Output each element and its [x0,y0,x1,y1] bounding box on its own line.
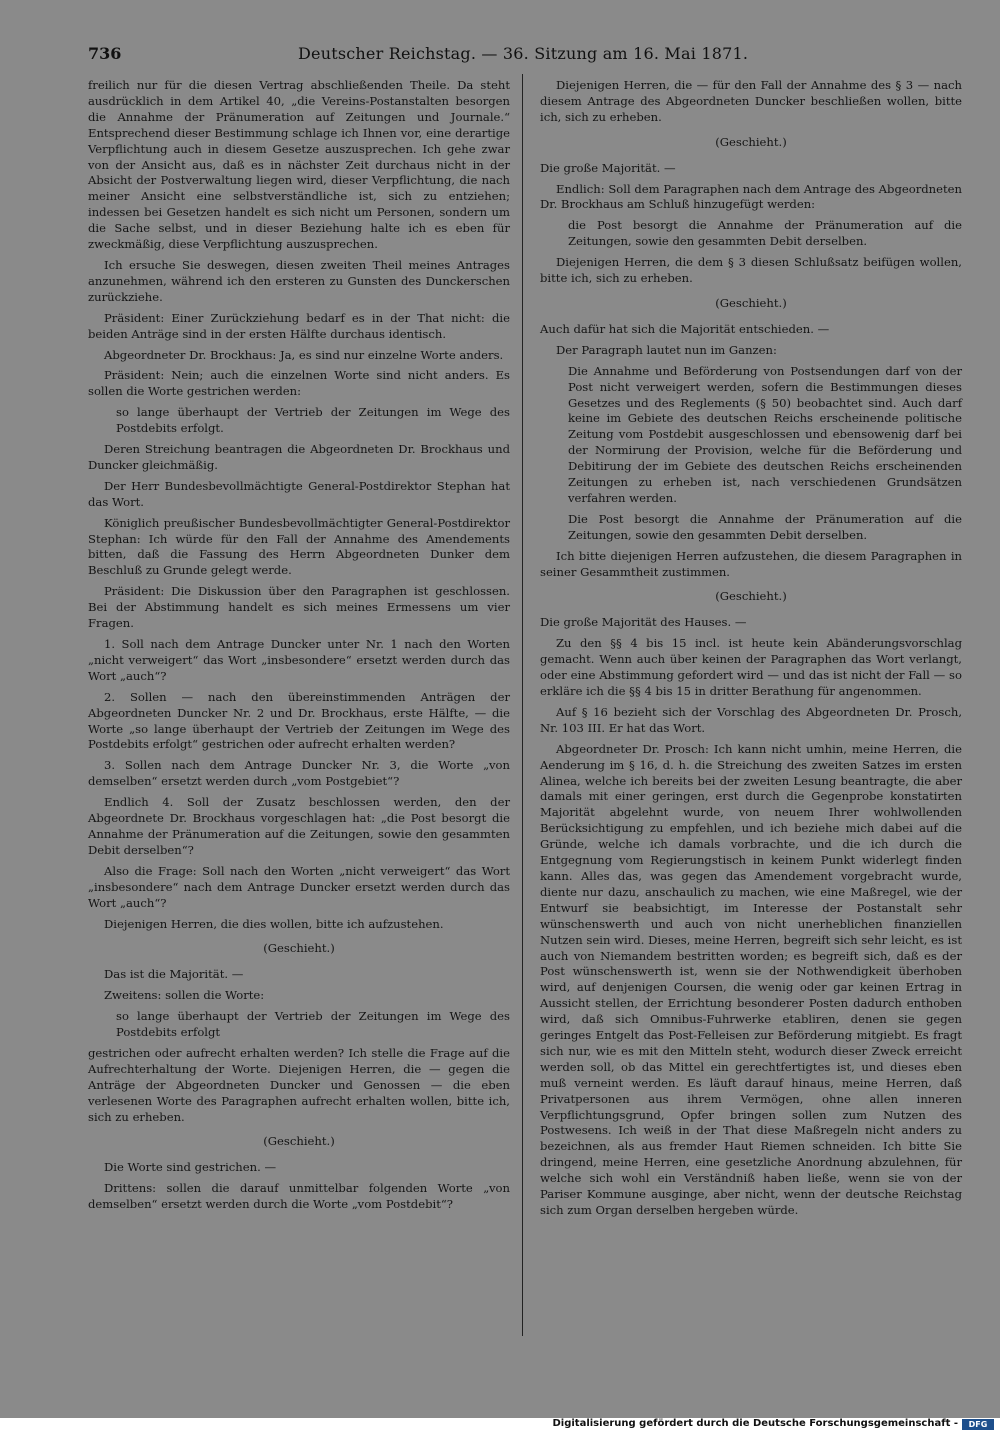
quoted-text: die Post besorgt die Annahme der Pränumeration auf die Zeitungen, sowie den gesammten Debit derselben. [568,218,962,249]
paragraph: Die große Majorität des Hauses. — [540,615,747,630]
paragraph: Endlich 4. Soll der Zusatz beschlossen werden, den der Abgeordnete Dr. Brockhaus vorgeschlagen hat: „die Post besorgt die Annahme der Pränumeration auf die Zeitungen, sowie den gesammten Debit derselben“? [88,795,510,857]
paragraph: Ich ersuche Sie deswegen, diesen zweiten Theil meines Antrages anzunehmen, während ich den ersteren zu Gunsten des Dunckerschen zurückziehe. [88,257,510,304]
paragraph: Diejenigen Herren, die — für den Fall der Annahme des § 3 — nach diesem Antrage des Abgeordneten Duncker beschließen wollen, bitte ich, sich zu erheben. [540,78,962,124]
paragraph: Drittens: sollen die darauf unmittelbar folgenden Worte „von demselben“ ersetzt werden durch die Worte „vom Postdebit“? [88,1181,510,1212]
stage-direction: (Geschieht.) [263,1134,335,1149]
paragraph: Königlich preußischer Bundesbevollmächtigter General-Postdirektor Stephan: Ich würde für den Fall der Annahme des Amendements bitten, daß die Fassung des Herrn Abgeordneten Dunker dem Beschluß zu Grunde gelegt werde. [88,515,510,578]
paragraph: Also die Frage: Soll nach den Worten „nicht verweigert“ das Wort „insbesondere“ nach dem Antrage Duncker ersetzt werden durch das Wort „auch“? [88,863,510,910]
paragraph: Der Herr Bundesbevollmächtigte General-Postdirektor Stephan hat das Wort. [88,478,510,509]
paragraph: Zu den §§ 4 bis 15 incl. ist heute kein Abänderungsvorschlag gemacht. Wenn auch über keinen der Paragraphen das Wort verlangt, oder eine Abstimmung gefordert wird — und das ist nicht der Fall — so erkläre ich die §§ 4 bis 15 in dritter Berathung für angenommen. [540,636,962,698]
stage-direction: (Geschieht.) [715,134,787,149]
quoted-text: Die Post besorgt die Annahme der Pränumeration auf die Zeitungen, sowie den gesammten Debit derselben. [568,511,962,542]
paragraph: Die große Majorität. — [540,160,676,175]
paragraph: Zweitens: sollen die Worte: [104,988,265,1003]
paragraph: Diejenigen Herren, die dem § 3 diesen Schlußsatz beifügen wollen, bitte ich, sich zu erheben. [540,255,962,286]
quoted-text: so lange überhaupt der Vertrieb der Zeitungen im Wege des Postdebits erfolgt [116,1009,510,1040]
paragraph: Diejenigen Herren, die dies wollen, bitte ich aufzustehen. [104,916,444,931]
paragraph: Ich bitte diejenigen Herren aufzustehen, die diesem Paragraphen in seiner Gesammtheit zustimmen. [540,548,962,579]
paragraph: Deren Streichung beantragen die Abgeordneten Dr. Brockhaus und Duncker gleichmäßig. [88,442,510,472]
right-column [540,78,962,1224]
paragraph: Auch dafür hat sich die Majorität entschieden. — [540,321,830,336]
paragraph: Präsident: Einer Zurückziehung bedarf es in der That nicht: die beiden Anträge sind in der ersten Hälfte durchaus identisch. [88,310,510,341]
stage-direction: (Geschieht.) [263,941,335,956]
column-divider [522,74,523,1336]
paragraph: gestrichen oder aufrecht erhalten werden? Ich stelle die Frage auf die Aufrechterhaltung der Worte. Diejenigen Herren, die — gegen die Anträge der Abgeordneten Duncker und Genossen — die eben verlesenen Worte des Paragraphen aufrecht erhalten wollen, bitte ich, sich zu erheben. [88,1045,510,1124]
paragraph: Abgeordneter Dr. Prosch: Ich kann nicht umhin, meine Herren, die Aenderung im § 16, d. h. die Streichung des zweiten Satzes im ersten Alinea, welche ich bereits bei der zweiten Lesung beantragte, die aber damals mit einer geringen, erst durch die Gegenprobe konstatirten Majorität abgelehnt wurde, von neuem Ihrer wohlwollenden Berücksichtigung zu empfehlen, und ich beziehe mich dabei auf die Gründe, welche ich damals vorbrachte, und die ich durch die Entgegnung vom Regierungstisch in keinem Punkt widerlegt finden kann. Alles das, was gegen das Amendement vorgebracht wurde, diente nur dazu, anschaulich zu machen, wie eine Maßregel, wie der Entwurf sie beabsichtigt, im Interesse der Postanstalt sehr wünschenswerth und auch von nicht unerheblichen finanziellen Nutzen sein wird. Dieses, meine Herren, begreift sich sehr leicht, es ist auch von Niemandem bestritten worden; es begreift sich, daß es der Post wünschenswerth ist, wenn sie der Nothwendigkeit überhoben wird, auf denjenigen Coursen, die wenig oder gar keinen Ertrag in Aussicht stellen, der Errichtung besonderer Posten dadurch enthoben wird, daß sich Omnibus-Fuhrwerke etabliren, denen sie gegen geringes Entgelt das Post-Felleisen zur Beförderung mitgiebt. Es fragt sich nur, wie es mit den Mitteln steht, wodurch dieser Zweck erreicht werden soll, ob das Mittel ein gerechtfertigtes ist, und dieses eben muß verneint werden. Es läuft darauf hinaus, meine Herren, daß Privatpersonen aus ihrem Vermögen, ohne allen inneren Verpflichtungsgrund, Opfer bringen sollen zum Nutzen des Postwesens. Ich weiß in der That diese Maßregeln nicht anders zu bezeichnen, als aus fremder Haut Riemen schneiden. Ich bitte Sie dringend, meine Herren, eine gesetzliche Anordnung abzulehnen, für welche sich wohl ein Verständniß haben ließe, wenn sie von der Pariser Kommune ausginge, aber nicht, wenn der deutsche Reichstag sich zum Organ derselben hergeben würde. [540,741,962,1217]
page-number: 736 [88,44,122,63]
paragraph: freilich nur für die diesen Vertrag abschließenden Theile. Da steht ausdrücklich in dem Artikel 40, „die Vereins-Postanstalten besorgen die Annahme der Pränumeration auf Zeitungen und Journale.“ Entsprechend dieser Bestimmung schlage ich Ihnen vor, eine derartige Verpflichtung auch in diesem Gesetze auszusprechen. Ich gehe zwar von der Ansicht aus, daß es in nächster Zeit durchaus nicht in der Absicht der Postverwaltung liegen wird, dieser Verpflichtung, die nach meiner Ansicht eine selbstverständliche ist, sich zu entziehen; indessen bei Gesetzen handelt es sich nicht um Personen, sondern um die Sache selbst, und in dieser Beziehung halte ich es eben für zweckmäßig, diese Verpflichtung auszusprechen. [88,78,510,252]
quoted-text: so lange überhaupt der Vertrieb der Zeitungen im Wege des Postdebits erfolgt. [116,405,510,436]
paragraph: Abgeordneter Dr. Brockhaus: Ja, es sind nur einzelne Worte anders. [104,347,504,362]
paragraph: Endlich: Soll dem Paragraphen nach dem Antrage des Abgeordneten Dr. Brockhaus am Schluß hinzugefügt werden: [540,181,962,212]
paragraph: Präsident: Nein; auch die einzelnen Worte sind nicht anders. Es sollen die Worte gestrichen werden: [88,368,510,399]
dfg-logo: DFG [962,1419,994,1430]
page-header [88,42,968,68]
paragraph: 2. Sollen — nach den übereinstimmenden Anträgen der Abgeordneten Duncker Nr. 2 und Dr. Brockhaus, erste Hälfte, — die Worte „so lange überhaupt der Vertrieb der Zeitungen im Wege des Postdebits erfolgt“ gestrichen oder aufrecht erhalten werden? [88,689,510,752]
paragraph: Der Paragraph lautet nun im Ganzen: [556,342,777,357]
paragraph: 1. Soll nach dem Antrage Duncker unter Nr. 1 nach den Worten „nicht verweigert“ das Wort „insbesondere“ ersetzt werden durch das Wort „auch“? [88,637,510,683]
running-head: Deutscher Reichstag. — 36. Sitzung am 16. Mai 1871. [298,44,749,63]
funding-notice: Digitalisierung gefördert durch die Deutsche Forschungsgemeinschaft - [552,1418,958,1429]
paragraph: Die Worte sind gestrichen. — [104,1160,277,1175]
stage-direction: (Geschieht.) [715,295,787,310]
stage-direction: (Geschieht.) [715,589,787,604]
digitization-footer [0,1418,1000,1432]
left-column [88,78,510,1218]
quoted-text: Die Annahme und Beförderung von Postsendungen darf von der Post nicht verweigert werden, sofern die Bestimmungen dieses Gesetzes und des Reglements (§ 50) beobachtet sind. Auch darf keine im Gebiete des deutschen Reichs erscheinende politische Zeitung vom Postdebit ausgeschlossen und ebensowenig darf bei der Normirung der Provision, welche für die Beförderung und Debitirung der im Gebiete des deutschen Reichs erscheinenden Zeitungen zu erheben ist, nach verschiedenen Grundsätzen verfahren werden. [568,363,962,505]
paragraph: Auf § 16 bezieht sich der Vorschlag des Abgeordneten Dr. Prosch, Nr. 103 III. Er hat das Wort. [540,704,962,735]
paragraph: Präsident: Die Diskussion über den Paragraphen ist geschlossen. Bei der Abstimmung handelt es sich meines Ermessens um vier Fragen. [88,584,510,631]
paragraph: 3. Sollen nach dem Antrage Duncker Nr. 3, die Worte „von demselben“ ersetzt werden durch „vom Postgebiet“? [88,758,510,789]
paragraph: Das ist die Majorität. — [104,967,244,982]
